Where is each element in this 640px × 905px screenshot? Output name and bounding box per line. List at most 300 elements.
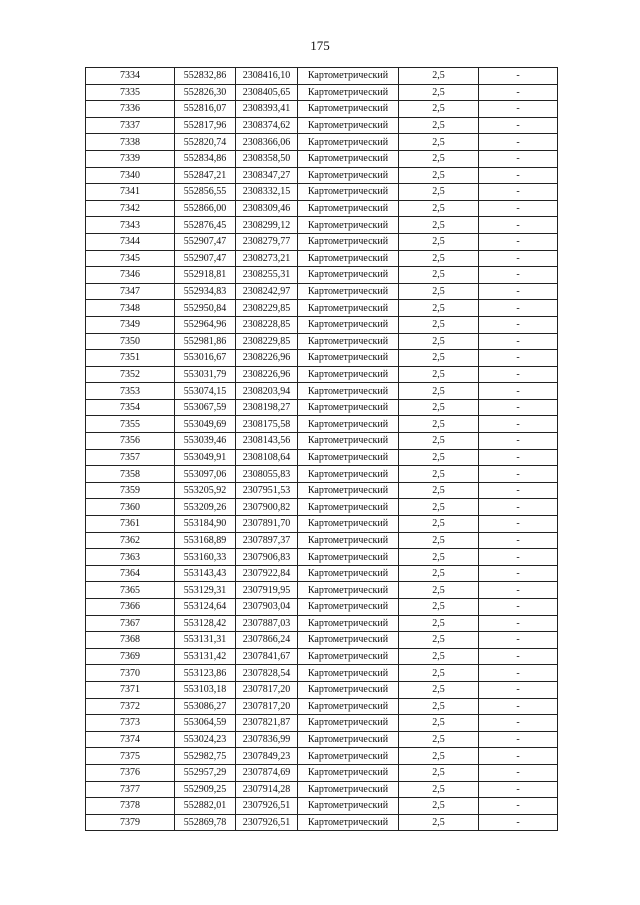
table-row (86, 698, 558, 715)
x-coordinate-cell: 552866,00 (175, 200, 236, 217)
table-row (86, 549, 558, 566)
accuracy-cell: 2,5 (399, 333, 479, 350)
y-coordinate-cell: 2308273,21 (236, 250, 298, 267)
x-coordinate-cell: 553123,86 (175, 665, 236, 682)
note-cell: - (479, 764, 558, 781)
table-row (86, 499, 558, 516)
table-row (86, 316, 558, 333)
method-cell: Картометрический (298, 748, 399, 765)
y-coordinate-cell: 2308055,83 (236, 466, 298, 483)
table-row (86, 399, 558, 416)
y-coordinate-cell: 2308255,31 (236, 267, 298, 284)
y-coordinate-cell: 2308175,58 (236, 416, 298, 433)
table-row (86, 681, 558, 698)
table-row (86, 748, 558, 765)
y-coordinate-cell: 2307926,51 (236, 814, 298, 831)
table-row (86, 632, 558, 649)
x-coordinate-cell: 552981,86 (175, 333, 236, 350)
note-cell: - (479, 366, 558, 383)
point-number-cell: 7355 (86, 416, 175, 433)
y-coordinate-cell: 2307887,03 (236, 615, 298, 632)
table-row (86, 117, 558, 134)
method-cell: Картометрический (298, 184, 399, 201)
method-cell: Картометрический (298, 731, 399, 748)
y-coordinate-cell: 2308226,96 (236, 350, 298, 367)
table-row (86, 416, 558, 433)
x-coordinate-cell: 553086,27 (175, 698, 236, 715)
y-coordinate-cell: 2308203,94 (236, 383, 298, 400)
accuracy-cell: 2,5 (399, 748, 479, 765)
method-cell: Картометрический (298, 482, 399, 499)
accuracy-cell: 2,5 (399, 665, 479, 682)
point-number-cell: 7359 (86, 482, 175, 499)
note-cell: - (479, 731, 558, 748)
accuracy-cell: 2,5 (399, 167, 479, 184)
point-number-cell: 7372 (86, 698, 175, 715)
point-number-cell: 7352 (86, 366, 175, 383)
accuracy-cell: 2,5 (399, 283, 479, 300)
note-cell: - (479, 200, 558, 217)
note-cell: - (479, 416, 558, 433)
table-row (86, 731, 558, 748)
note-cell: - (479, 482, 558, 499)
x-coordinate-cell: 553184,90 (175, 516, 236, 533)
note-cell: - (479, 516, 558, 533)
x-coordinate-cell: 552964,96 (175, 316, 236, 333)
x-coordinate-cell: 553131,42 (175, 648, 236, 665)
coordinates-table (85, 67, 558, 831)
point-number-cell: 7349 (86, 316, 175, 333)
method-cell: Картометрический (298, 615, 399, 632)
x-coordinate-cell: 552876,45 (175, 217, 236, 234)
method-cell: Картометрический (298, 549, 399, 566)
accuracy-cell: 2,5 (399, 482, 479, 499)
accuracy-cell: 2,5 (399, 300, 479, 317)
x-coordinate-cell: 552918,81 (175, 267, 236, 284)
y-coordinate-cell: 2308393,41 (236, 101, 298, 118)
accuracy-cell: 2,5 (399, 101, 479, 118)
point-number-cell: 7338 (86, 134, 175, 151)
x-coordinate-cell: 552856,55 (175, 184, 236, 201)
x-coordinate-cell: 553103,18 (175, 681, 236, 698)
table-row (86, 250, 558, 267)
method-cell: Картометрический (298, 167, 399, 184)
x-coordinate-cell: 553143,43 (175, 565, 236, 582)
point-number-cell: 7351 (86, 350, 175, 367)
method-cell: Картометрический (298, 233, 399, 250)
table-row (86, 582, 558, 599)
point-number-cell: 7371 (86, 681, 175, 698)
note-cell: - (479, 184, 558, 201)
x-coordinate-cell: 552882,01 (175, 798, 236, 815)
note-cell: - (479, 283, 558, 300)
method-cell: Картометрический (298, 350, 399, 367)
note-cell: - (479, 582, 558, 599)
accuracy-cell: 2,5 (399, 781, 479, 798)
table-row (86, 84, 558, 101)
y-coordinate-cell: 2308416,10 (236, 68, 298, 85)
accuracy-cell: 2,5 (399, 416, 479, 433)
method-cell: Картометрический (298, 267, 399, 284)
accuracy-cell: 2,5 (399, 499, 479, 516)
table-row (86, 781, 558, 798)
x-coordinate-cell: 553049,69 (175, 416, 236, 433)
table-row (86, 482, 558, 499)
accuracy-cell: 2,5 (399, 516, 479, 533)
point-number-cell: 7353 (86, 383, 175, 400)
accuracy-cell: 2,5 (399, 449, 479, 466)
point-number-cell: 7358 (86, 466, 175, 483)
point-number-cell: 7378 (86, 798, 175, 815)
x-coordinate-cell: 552847,21 (175, 167, 236, 184)
y-coordinate-cell: 2308108,64 (236, 449, 298, 466)
accuracy-cell: 2,5 (399, 117, 479, 134)
method-cell: Картометрический (298, 698, 399, 715)
point-number-cell: 7377 (86, 781, 175, 798)
y-coordinate-cell: 2308228,85 (236, 316, 298, 333)
point-number-cell: 7379 (86, 814, 175, 831)
note-cell: - (479, 233, 558, 250)
note-cell: - (479, 68, 558, 85)
y-coordinate-cell: 2307828,54 (236, 665, 298, 682)
method-cell: Картометрический (298, 798, 399, 815)
y-coordinate-cell: 2307919,95 (236, 582, 298, 599)
method-cell: Картометрический (298, 117, 399, 134)
x-coordinate-cell: 553031,79 (175, 366, 236, 383)
x-coordinate-cell: 553124,64 (175, 599, 236, 616)
y-coordinate-cell: 2307836,99 (236, 731, 298, 748)
note-cell: - (479, 350, 558, 367)
method-cell: Картометрический (298, 466, 399, 483)
note-cell: - (479, 167, 558, 184)
y-coordinate-cell: 2308229,85 (236, 300, 298, 317)
table-row (86, 134, 558, 151)
y-coordinate-cell: 2307906,83 (236, 549, 298, 566)
x-coordinate-cell: 553160,33 (175, 549, 236, 566)
accuracy-cell: 2,5 (399, 466, 479, 483)
accuracy-cell: 2,5 (399, 565, 479, 582)
table-row (86, 68, 558, 85)
point-number-cell: 7360 (86, 499, 175, 516)
table-row (86, 150, 558, 167)
y-coordinate-cell: 2308358,50 (236, 150, 298, 167)
x-coordinate-cell: 552832,86 (175, 68, 236, 85)
accuracy-cell: 2,5 (399, 134, 479, 151)
y-coordinate-cell: 2307841,67 (236, 648, 298, 665)
table-row (86, 184, 558, 201)
method-cell: Картометрический (298, 681, 399, 698)
note-cell: - (479, 549, 558, 566)
method-cell: Картометрический (298, 532, 399, 549)
x-coordinate-cell: 552817,96 (175, 117, 236, 134)
point-number-cell: 7354 (86, 399, 175, 416)
y-coordinate-cell: 2307849,23 (236, 748, 298, 765)
point-number-cell: 7365 (86, 582, 175, 599)
note-cell: - (479, 267, 558, 284)
point-number-cell: 7363 (86, 549, 175, 566)
y-coordinate-cell: 2307821,87 (236, 715, 298, 732)
point-number-cell: 7368 (86, 632, 175, 649)
accuracy-cell: 2,5 (399, 399, 479, 416)
x-coordinate-cell: 553016,67 (175, 350, 236, 367)
x-coordinate-cell: 552907,47 (175, 233, 236, 250)
accuracy-cell: 2,5 (399, 184, 479, 201)
method-cell: Картометрический (298, 84, 399, 101)
accuracy-cell: 2,5 (399, 681, 479, 698)
table-row (86, 233, 558, 250)
note-cell: - (479, 715, 558, 732)
table-row (86, 715, 558, 732)
accuracy-cell: 2,5 (399, 731, 479, 748)
accuracy-cell: 2,5 (399, 582, 479, 599)
y-coordinate-cell: 2307903,04 (236, 599, 298, 616)
method-cell: Картометрический (298, 582, 399, 599)
x-coordinate-cell: 552950,84 (175, 300, 236, 317)
note-cell: - (479, 84, 558, 101)
note-cell: - (479, 698, 558, 715)
accuracy-cell: 2,5 (399, 68, 479, 85)
point-number-cell: 7337 (86, 117, 175, 134)
table-row (86, 565, 558, 582)
point-number-cell: 7356 (86, 433, 175, 450)
table-row (86, 333, 558, 350)
note-cell: - (479, 250, 558, 267)
note-cell: - (479, 532, 558, 549)
note-cell: - (479, 117, 558, 134)
y-coordinate-cell: 2308347,27 (236, 167, 298, 184)
y-coordinate-cell: 2308242,97 (236, 283, 298, 300)
x-coordinate-cell: 553039,46 (175, 433, 236, 450)
accuracy-cell: 2,5 (399, 615, 479, 632)
method-cell: Картометрический (298, 449, 399, 466)
x-coordinate-cell: 553049,91 (175, 449, 236, 466)
point-number-cell: 7347 (86, 283, 175, 300)
accuracy-cell: 2,5 (399, 383, 479, 400)
table-row (86, 532, 558, 549)
method-cell: Картометрический (298, 648, 399, 665)
table-row (86, 300, 558, 317)
x-coordinate-cell: 553067,59 (175, 399, 236, 416)
accuracy-cell: 2,5 (399, 698, 479, 715)
accuracy-cell: 2,5 (399, 316, 479, 333)
x-coordinate-cell: 553074,15 (175, 383, 236, 400)
method-cell: Картометрический (298, 333, 399, 350)
note-cell: - (479, 798, 558, 815)
accuracy-cell: 2,5 (399, 366, 479, 383)
note-cell: - (479, 615, 558, 632)
method-cell: Картометрический (298, 134, 399, 151)
method-cell: Картометрический (298, 250, 399, 267)
coordinates-table-body (86, 68, 558, 831)
x-coordinate-cell: 552826,30 (175, 84, 236, 101)
table-row (86, 648, 558, 665)
x-coordinate-cell: 552869,78 (175, 814, 236, 831)
note-cell: - (479, 433, 558, 450)
accuracy-cell: 2,5 (399, 599, 479, 616)
table-row (86, 665, 558, 682)
point-number-cell: 7373 (86, 715, 175, 732)
y-coordinate-cell: 2307817,20 (236, 698, 298, 715)
accuracy-cell: 2,5 (399, 267, 479, 284)
accuracy-cell: 2,5 (399, 814, 479, 831)
method-cell: Картометрический (298, 416, 399, 433)
table-row (86, 217, 558, 234)
y-coordinate-cell: 2308309,46 (236, 200, 298, 217)
accuracy-cell: 2,5 (399, 233, 479, 250)
point-number-cell: 7334 (86, 68, 175, 85)
point-number-cell: 7341 (86, 184, 175, 201)
accuracy-cell: 2,5 (399, 250, 479, 267)
table-row (86, 433, 558, 450)
x-coordinate-cell: 552816,07 (175, 101, 236, 118)
method-cell: Картометрический (298, 366, 399, 383)
method-cell: Картометрический (298, 781, 399, 798)
table-row (86, 599, 558, 616)
accuracy-cell: 2,5 (399, 549, 479, 566)
x-coordinate-cell: 553024,23 (175, 731, 236, 748)
point-number-cell: 7376 (86, 764, 175, 781)
table-row (86, 516, 558, 533)
method-cell: Картометрический (298, 433, 399, 450)
note-cell: - (479, 101, 558, 118)
point-number-cell: 7345 (86, 250, 175, 267)
point-number-cell: 7370 (86, 665, 175, 682)
point-number-cell: 7369 (86, 648, 175, 665)
table-row (86, 383, 558, 400)
method-cell: Картометрический (298, 316, 399, 333)
accuracy-cell: 2,5 (399, 200, 479, 217)
accuracy-cell: 2,5 (399, 84, 479, 101)
method-cell: Картометрический (298, 565, 399, 582)
table-row (86, 267, 558, 284)
point-number-cell: 7361 (86, 516, 175, 533)
y-coordinate-cell: 2308229,85 (236, 333, 298, 350)
point-number-cell: 7336 (86, 101, 175, 118)
y-coordinate-cell: 2307817,20 (236, 681, 298, 698)
note-cell: - (479, 383, 558, 400)
point-number-cell: 7364 (86, 565, 175, 582)
note-cell: - (479, 499, 558, 516)
point-number-cell: 7362 (86, 532, 175, 549)
y-coordinate-cell: 2307914,28 (236, 781, 298, 798)
table-row (86, 366, 558, 383)
x-coordinate-cell: 552820,74 (175, 134, 236, 151)
x-coordinate-cell: 552957,29 (175, 764, 236, 781)
y-coordinate-cell: 2307866,24 (236, 632, 298, 649)
page-number: 175 (310, 38, 330, 53)
note-cell: - (479, 134, 558, 151)
point-number-cell: 7335 (86, 84, 175, 101)
accuracy-cell: 2,5 (399, 532, 479, 549)
table-row (86, 200, 558, 217)
x-coordinate-cell: 552934,83 (175, 283, 236, 300)
x-coordinate-cell: 553168,89 (175, 532, 236, 549)
y-coordinate-cell: 2307900,82 (236, 499, 298, 516)
note-cell: - (479, 681, 558, 698)
method-cell: Картометрический (298, 764, 399, 781)
accuracy-cell: 2,5 (399, 433, 479, 450)
note-cell: - (479, 333, 558, 350)
note-cell: - (479, 565, 558, 582)
y-coordinate-cell: 2307874,69 (236, 764, 298, 781)
point-number-cell: 7375 (86, 748, 175, 765)
x-coordinate-cell: 552907,47 (175, 250, 236, 267)
table-row (86, 466, 558, 483)
accuracy-cell: 2,5 (399, 798, 479, 815)
note-cell: - (479, 466, 558, 483)
x-coordinate-cell: 552834,86 (175, 150, 236, 167)
y-coordinate-cell: 2308143,56 (236, 433, 298, 450)
note-cell: - (479, 781, 558, 798)
y-coordinate-cell: 2308366,06 (236, 134, 298, 151)
note-cell: - (479, 399, 558, 416)
note-cell: - (479, 449, 558, 466)
y-coordinate-cell: 2308226,96 (236, 366, 298, 383)
note-cell: - (479, 300, 558, 317)
point-number-cell: 7342 (86, 200, 175, 217)
x-coordinate-cell: 553205,92 (175, 482, 236, 499)
method-cell: Картометрический (298, 499, 399, 516)
x-coordinate-cell: 552909,25 (175, 781, 236, 798)
method-cell: Картометрический (298, 715, 399, 732)
note-cell: - (479, 748, 558, 765)
note-cell: - (479, 217, 558, 234)
y-coordinate-cell: 2307922,84 (236, 565, 298, 582)
y-coordinate-cell: 2307897,37 (236, 532, 298, 549)
method-cell: Картометрический (298, 814, 399, 831)
y-coordinate-cell: 2307891,70 (236, 516, 298, 533)
table-row (86, 283, 558, 300)
point-number-cell: 7340 (86, 167, 175, 184)
method-cell: Картометрический (298, 150, 399, 167)
note-cell: - (479, 632, 558, 649)
point-number-cell: 7339 (86, 150, 175, 167)
accuracy-cell: 2,5 (399, 217, 479, 234)
point-number-cell: 7357 (86, 449, 175, 466)
method-cell: Картометрический (298, 217, 399, 234)
y-coordinate-cell: 2308279,77 (236, 233, 298, 250)
point-number-cell: 7343 (86, 217, 175, 234)
x-coordinate-cell: 553131,31 (175, 632, 236, 649)
x-coordinate-cell: 553128,42 (175, 615, 236, 632)
table-row (86, 167, 558, 184)
y-coordinate-cell: 2308332,15 (236, 184, 298, 201)
point-number-cell: 7367 (86, 615, 175, 632)
note-cell: - (479, 814, 558, 831)
x-coordinate-cell: 553129,31 (175, 582, 236, 599)
accuracy-cell: 2,5 (399, 350, 479, 367)
note-cell: - (479, 316, 558, 333)
accuracy-cell: 2,5 (399, 150, 479, 167)
method-cell: Картометрический (298, 599, 399, 616)
table-row (86, 814, 558, 831)
point-number-cell: 7366 (86, 599, 175, 616)
point-number-cell: 7348 (86, 300, 175, 317)
note-cell: - (479, 665, 558, 682)
x-coordinate-cell: 553064,59 (175, 715, 236, 732)
x-coordinate-cell: 553209,26 (175, 499, 236, 516)
y-coordinate-cell: 2308299,12 (236, 217, 298, 234)
method-cell: Картометрический (298, 399, 399, 416)
accuracy-cell: 2,5 (399, 764, 479, 781)
point-number-cell: 7344 (86, 233, 175, 250)
note-cell: - (479, 599, 558, 616)
y-coordinate-cell: 2308405,65 (236, 84, 298, 101)
method-cell: Картометрический (298, 283, 399, 300)
y-coordinate-cell: 2307951,53 (236, 482, 298, 499)
point-number-cell: 7374 (86, 731, 175, 748)
method-cell: Картометрический (298, 68, 399, 85)
